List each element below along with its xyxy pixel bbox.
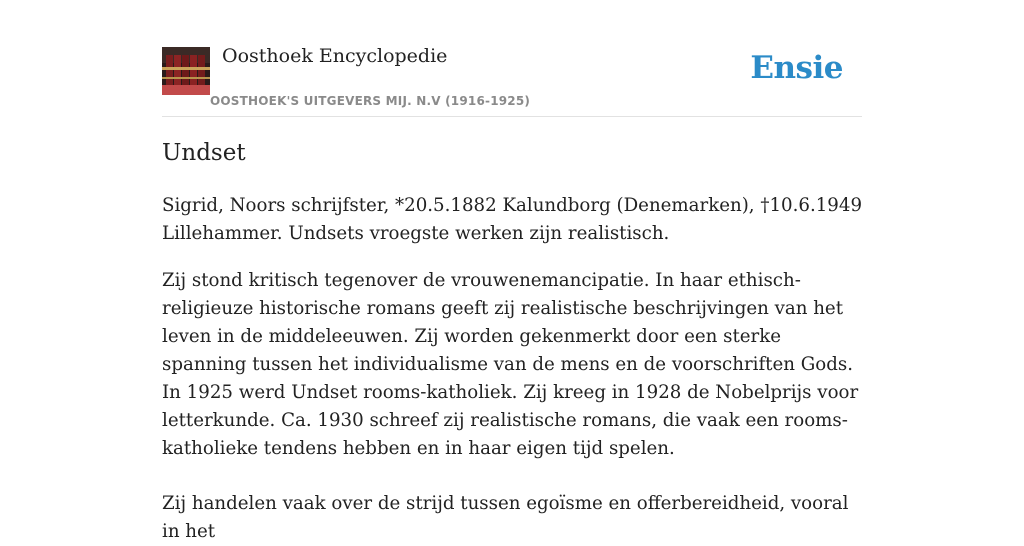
encyclopedia-books-icon[interactable] (162, 47, 210, 95)
site-header (162, 0, 862, 117)
publication-name[interactable]: Oosthoek Encyclopedie (222, 45, 448, 67)
article-title: Undset (162, 140, 246, 166)
article-paragraph: Zij stond kritisch tegenover de vrouwenemancipatie. In haar ethisch-religieuze historische romans geeft zij realistische beschrijvingen van het leven in de middeleeuwen. Zij worden gekenmerkt door een sterke spanning tussen het individualisme van de mens en de voorschriften Gods. In 1925 werd Undset rooms-katholiek. Zij kreeg in 1928 de Nobelprijs voor letterkunde. Ca. 1930 schreef zij realistische romans, die vaak een rooms-katholieke tendens hebben en in haar eigen tijd spelen. (162, 270, 859, 459)
page-container (162, 0, 863, 542)
brand-logo[interactable]: Ensie (750, 50, 843, 86)
publication-subtitle: OOSTHOEK'S UITGEVERS MIJ. N.V (1916-1925) (210, 94, 531, 108)
article-paragraph: Sigrid, Noors schrijfster, *20.5.1882 Kalundborg (Denemarken), †10.6.1949 Lillehammer. Undsets vroegste werken zijn realistisch. (162, 195, 863, 244)
article-paragraph: Zij handelen vaak over de strijd tussen egoïsme en offerbereidheid, vooral in het (162, 493, 849, 542)
